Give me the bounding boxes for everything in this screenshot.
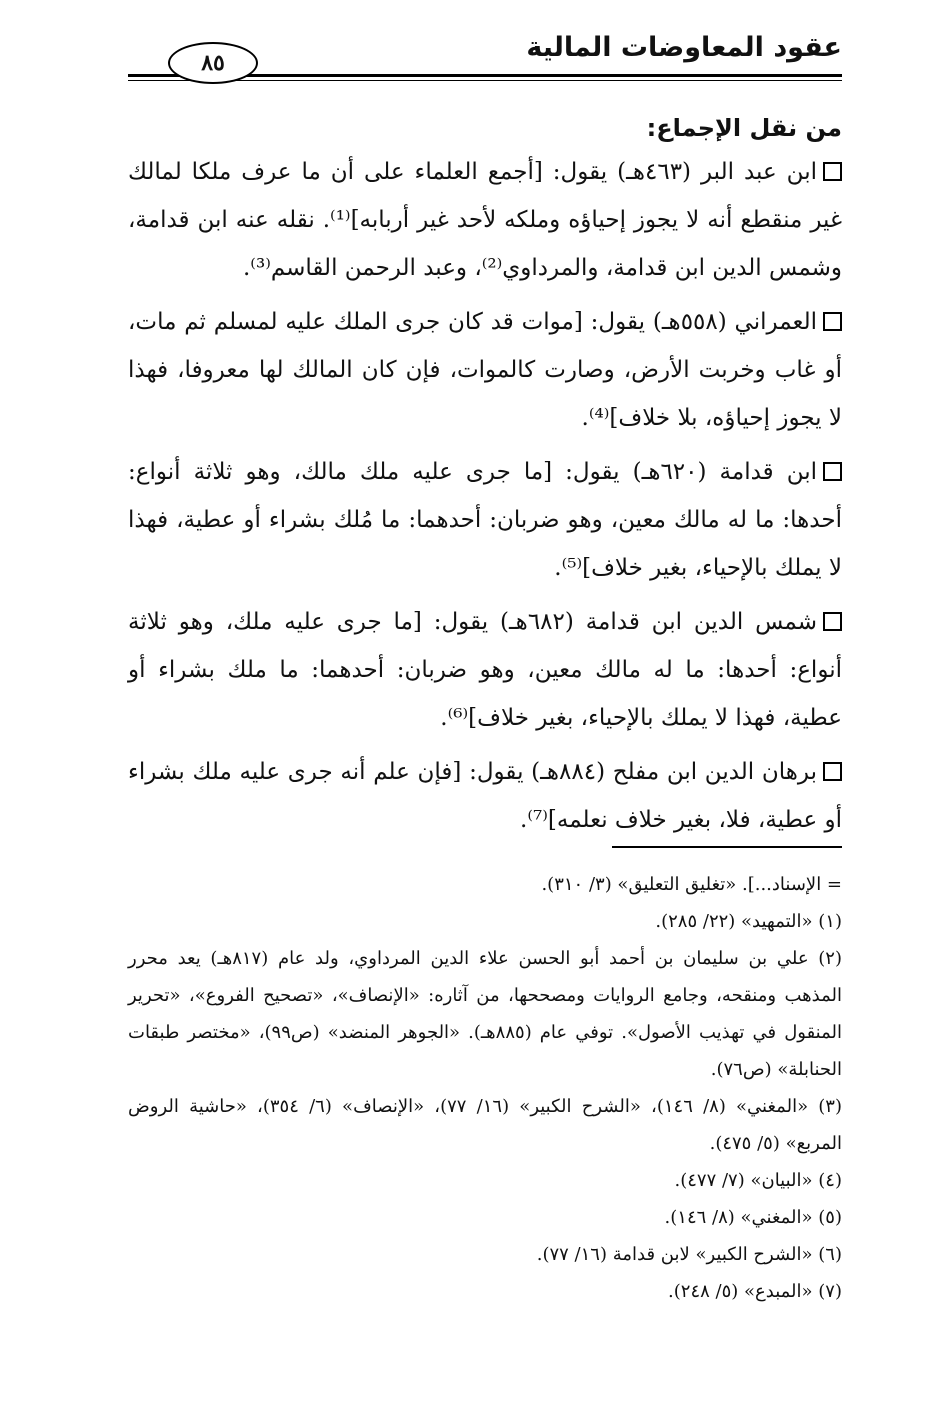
- entry-al-imrani: [128, 298, 842, 442]
- entry-text: ابن عبد البر (٤٦٣هـ) يقول: [أجمع العلماء على أن ما عرف ملكا لمالك غير منقطع أنه لا يجوز إحياؤه وملكه لأحد غير أربابه]⁽¹⁾. نقله عنه ابن قدامة، وشمس الدين ابن قدامة، والمرداوي⁽²⁾، وعبد الرحمن القاسم⁽³⁾.: [128, 159, 842, 281]
- footnote-6: (٦) «الشرح الكبير» لابن قدامة (١٦/ ٧٧).: [536, 1244, 842, 1265]
- checkbox-icon: [823, 612, 842, 631]
- entry-shams-al-din-ibn-qudama: [128, 598, 842, 742]
- checkbox-icon: [823, 312, 842, 331]
- footnote-2: (٢) علي بن سليمان بن أحمد أبو الحسن علاء الدين المرداوي، ولد عام (٨١٧هـ) يعد محرر المذهب ومنقحه، وجامع الروايات ومصححها، من آثاره: «الإنصاف»، «تصحيح الفروع»، «تحرير المنقول في تهذيب الأصول». توفي عام (٨٨٥هـ). «الجوهر المنضد» (ص٩٩)، «مختصر طبقات الحنابلة» (ص٧٦).: [128, 948, 842, 1080]
- footnote-3: (٣) «المغني» (٨/ ١٤٦)، «الشرح الكبير» (١٦/ ٧٧)، «الإنصاف» (٦/ ٣٥٤)، «حاشية الروض المربع» (٥/ ٤٧٥).: [128, 1096, 842, 1154]
- footnote-1: (١) «التمهيد» (٢٢/ ٢٨٥).: [655, 911, 842, 932]
- footnote-separator: [612, 846, 842, 848]
- checkbox-icon: [823, 462, 842, 481]
- section-heading: من نقل الإجماع:: [646, 114, 842, 142]
- page-number: ٨٥: [168, 42, 258, 84]
- footnote-4: (٤) «البيان» (٧/ ٤٧٧).: [674, 1170, 842, 1191]
- footnote-continuation: = الإسناد...]. «تغليق التعليق» (٣/ ٣١٠).: [541, 874, 842, 895]
- footnote-5: (٥) «المغني» (٨/ ١٤٦).: [664, 1207, 842, 1228]
- entry-ibn-qudama: [128, 448, 842, 592]
- main-content: [128, 114, 842, 850]
- entry-text: العمراني (٥٥٨هـ) يقول: [موات قد كان جرى الملك عليه لمسلم ثم مات، أو غاب وخربت الأرض، وصارت كالموات، فإن كان المالك لها معروفا، فهذا لا يجوز إحياؤه، بلا خلاف]⁽⁴⁾.: [128, 309, 842, 431]
- running-title: عقود المعاوضات المالية: [526, 32, 842, 63]
- entry-text: برهان الدين ابن مفلح (٨٨٤هـ) يقول: [فإن علم أنه جرى عليه ملك بشراء أو عطية، فلا، بغير خلاف نعلمه]⁽⁷⁾.: [128, 759, 842, 833]
- entry-text: ابن قدامة (٦٢٠هـ) يقول: [ما جرى عليه ملك مالك، وهو ثلاثة أنواع: أحدها: ما له مالك معين، وهو ضربان: أحدهما: ما مُلك بشراء أو عطية، فهذا لا يملك بالإحياء، بغير خلاف]⁽⁵⁾.: [128, 459, 842, 581]
- footnotes: [128, 866, 842, 1310]
- page-header: [128, 28, 842, 84]
- entry-text: شمس الدين ابن قدامة (٦٨٢هـ) يقول: [ما جرى عليه ملك، وهو ثلاثة أنواع: أحدها: ما له مالك معين، وهو ضربان: أحدهما: ما ملك بشراء أو عطية، فهذا لا يملك بالإحياء، بغير خلاف]⁽⁶⁾.: [128, 609, 842, 731]
- checkbox-icon: [823, 162, 842, 181]
- footnote-7: (٧) «المبدع» (٥/ ٢٤٨).: [668, 1281, 842, 1302]
- checkbox-icon: [823, 762, 842, 781]
- entry-burhan-al-din-ibn-muflih: [128, 748, 842, 844]
- entry-ibn-abd-al-barr: [128, 148, 842, 292]
